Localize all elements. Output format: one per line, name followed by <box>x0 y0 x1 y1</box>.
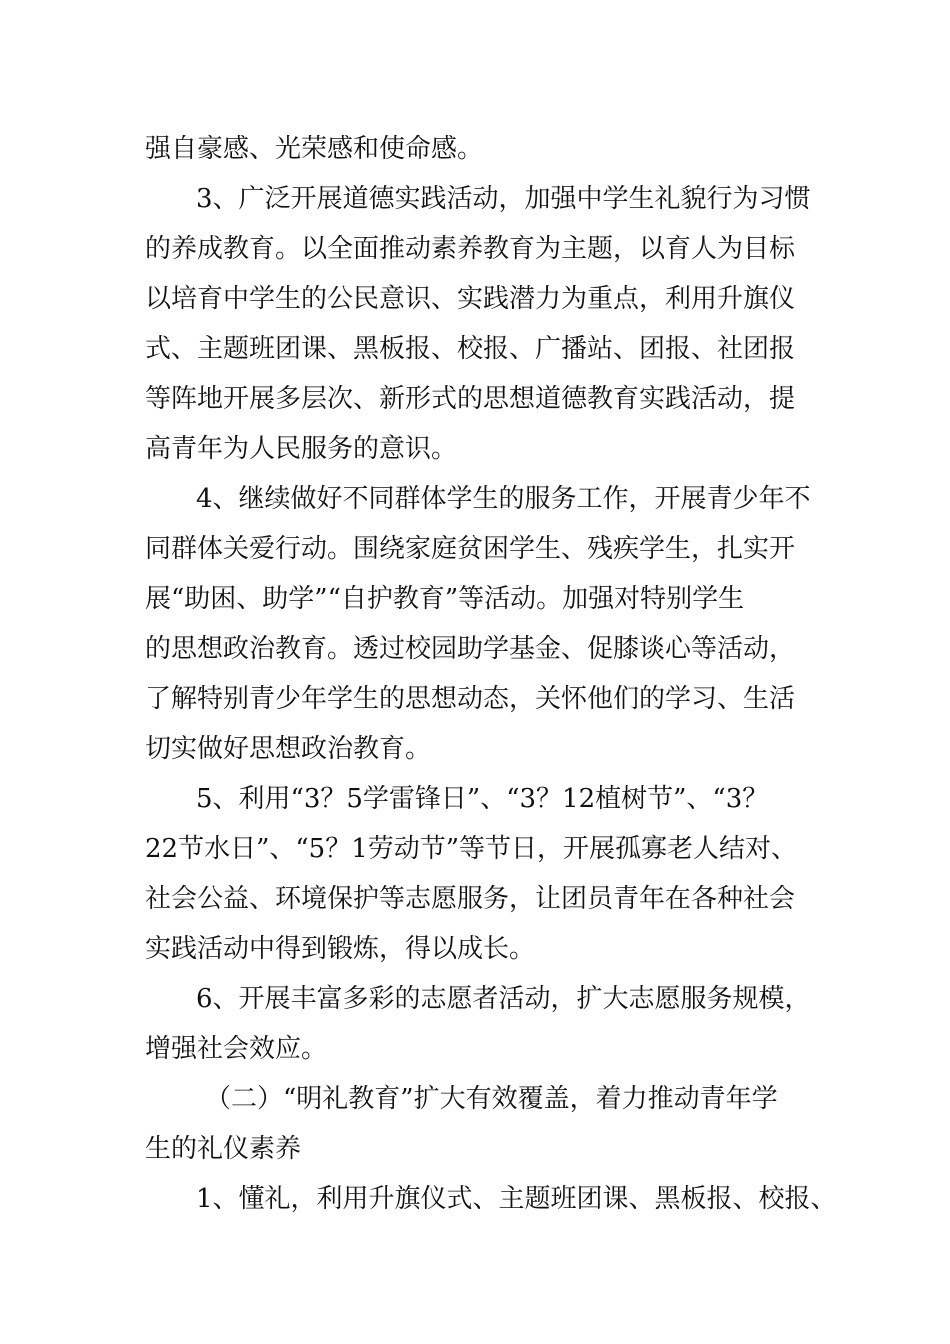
text-line: 22节水日”、“5？1劳动节”等节日，开展孤寡老人结对、 <box>145 834 798 864</box>
text-line: 式、主题班团课、黑板报、校报、广播站、团报、社团报 <box>145 334 796 364</box>
text-line: 了解特别青少年学生的思想动态，关怀他们的学习、生活 <box>145 684 796 714</box>
text-line: 的思想政治教育。透过校园助学基金、促膝谈心等活动， <box>145 634 796 664</box>
text-line: 等阵地开展多层次、新形式的思想道德教育实践活动，提 <box>145 384 796 414</box>
text-line: 同群体关爱行动。围绕家庭贫困学生、残疾学生，扎实开 <box>145 534 796 564</box>
text-line: 社会公益、环境保护等志愿服务，让团员青年在各种社会 <box>145 884 796 914</box>
paragraph-start-line: 3、广泛开展道德实践活动，加强中学生礼貌行为习惯 <box>196 184 811 214</box>
text-line: 以培育中学生的公民意识、实践潜力为重点，利用升旗仪 <box>145 284 796 314</box>
paragraph-start-line: 1、懂礼，利用升旗仪式、主题班团课、黑板报、校报、 <box>196 1184 837 1214</box>
text-line: 切实做好思想政治教育。 <box>145 734 432 764</box>
section-heading-line: 生的礼仪素养 <box>145 1134 302 1164</box>
paragraph-start-line: 5、利用“3？5学雷锋日”、“3？12植树节”、“3？ <box>196 784 769 814</box>
paragraph-start-line: 6、开展丰富多彩的志愿者活动，扩大志愿服务规模， <box>196 984 811 1014</box>
text-line: 增强社会效应。 <box>145 1034 328 1064</box>
text-line: 的养成教育。以全面推动素养教育为主题，以育人为目标 <box>145 234 796 264</box>
section-heading-line: （二）“明礼教育”扩大有效覆盖，着力推动青年学 <box>205 1084 778 1114</box>
text-line: 强自豪感、光荣感和使命感。 <box>145 134 484 164</box>
text-line: 展“助困、助学”“自护教育”等活动。加强对特别学生 <box>145 584 745 614</box>
text-line: 高青年为人民服务的意识。 <box>145 434 458 464</box>
text-line: 实践活动中得到锻炼，得以成长。 <box>145 934 536 964</box>
paragraph-start-line: 4、继续做好不同群体学生的服务工作，开展青少年不 <box>196 484 811 514</box>
